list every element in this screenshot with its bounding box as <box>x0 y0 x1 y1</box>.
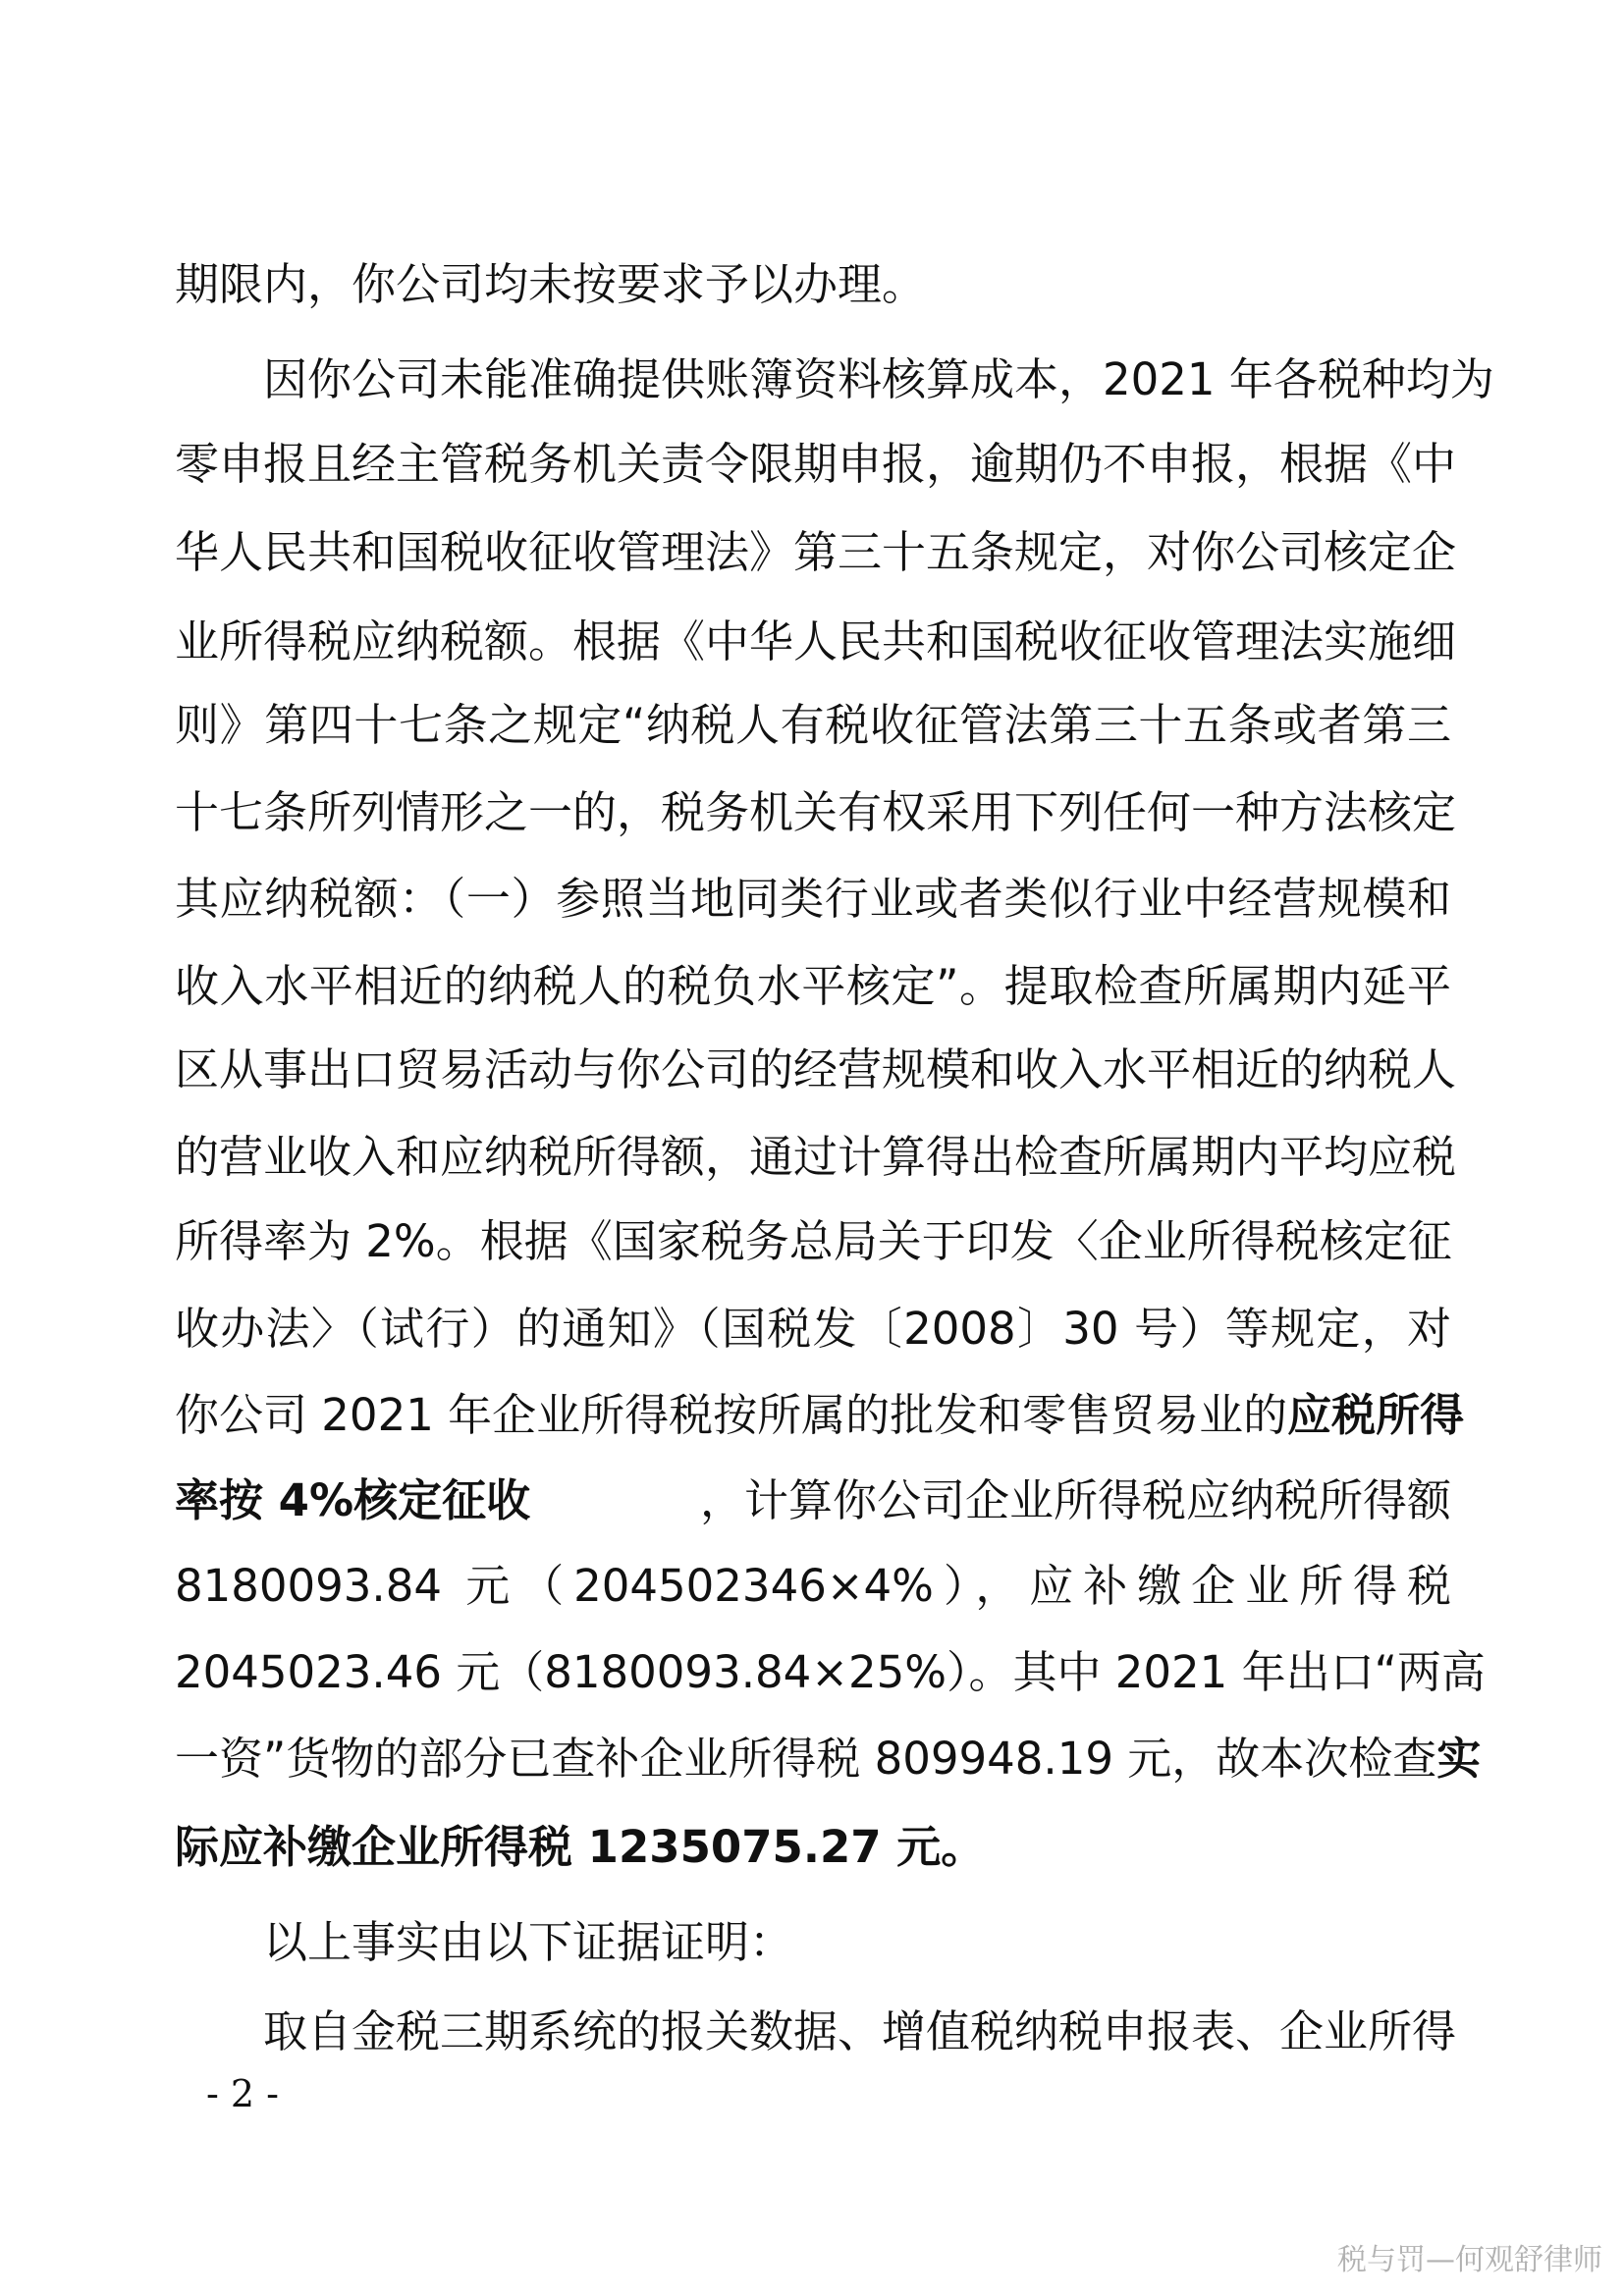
text-line-6: 则》第四十七条之规定“纳税人有税收征管法第三十五条或者第三 <box>175 699 1451 751</box>
text-line-4: 华人民共和国税收征收管理法》第三十五条规定，对你公司核定企 <box>175 526 1457 578</box>
text-line-21: 取自金税三期系统的报关数据、增值税纳税申报表、企业所得 <box>263 2005 1457 2057</box>
text-line-20: 以上事实由以下证据证明： <box>263 1916 794 1968</box>
text-line-13: 收办法〉（试行）的通知》（国税发〔2008〕30 号）等规定，对 <box>175 1303 1451 1355</box>
text-line-11: 的营业收入和应纳税所得额，通过计算得出检查所属期内平均应税 <box>175 1131 1457 1183</box>
text-line-15-regular: ，计算你公司企业所得税应纳税所得额 <box>699 1474 1451 1526</box>
text-line-19: 际应补缴企业所得税 1235075.27 元。 <box>175 1821 986 1873</box>
text-line-18-bold: 实 <box>1436 1733 1482 1785</box>
text-line-8: 其应纳税额：（一）参照当地同类行业或者类似行业中经营规模和 <box>175 873 1451 925</box>
text-line-3: 零申报且经主管税务机关责令限期申报，逾期仍不申报，根据《中 <box>175 438 1457 490</box>
text-line-5: 业所得税应纳税额。根据《中华人民共和国税收征收管理法实施细 <box>175 615 1457 667</box>
text-line-2: 因你公司未能准确提供账簿资料核算成本，2021 年各税种均为 <box>263 353 1494 405</box>
text-line-7: 十七条所列情形之一的，税务机关有权采用下列任何一种方法核定 <box>175 786 1457 838</box>
text-line-1: 期限内，你公司均未按要求予以办理。 <box>175 258 927 310</box>
text-line-18 <box>175 1716 1482 1802</box>
text-line-14 <box>175 1372 1465 1459</box>
text-line-18-regular: 一资”货物的部分已查补企业所得税 809948.19 元，故本次检查 <box>175 1733 1437 1785</box>
text-line-10: 区从事出口贸易活动与你公司的经营规模和收入水平相近的纳税人 <box>175 1043 1457 1095</box>
text-line-15-bold: 率按 4%核定征收 <box>175 1474 531 1526</box>
page-number: - 2 - <box>206 2072 280 2115</box>
text-line-12: 所得率为 2%。根据《国家税务总局关于印发〈企业所得税核定征 <box>175 1215 1452 1267</box>
text-line-14-regular: 你公司 2021 年企业所得税按所属的批发和零售贸易业的 <box>175 1389 1288 1441</box>
text-line-14-bold: 应税所得 <box>1287 1389 1465 1441</box>
text-line-16: 8180093.84 元（204502346×4%），应补缴企业所得税 <box>175 1560 1451 1612</box>
text-line-15 <box>175 1458 1451 1544</box>
text-line-17: 2045023.46 元（8180093.84×25%）。其中 2021 年出口“两高 <box>175 1646 1486 1698</box>
watermark: 税与罚—何观舒律师 <box>1337 2243 1602 2277</box>
text-line-9: 收入水平相近的纳税人的税负水平核定”。提取检查所属期内延平 <box>175 960 1451 1012</box>
